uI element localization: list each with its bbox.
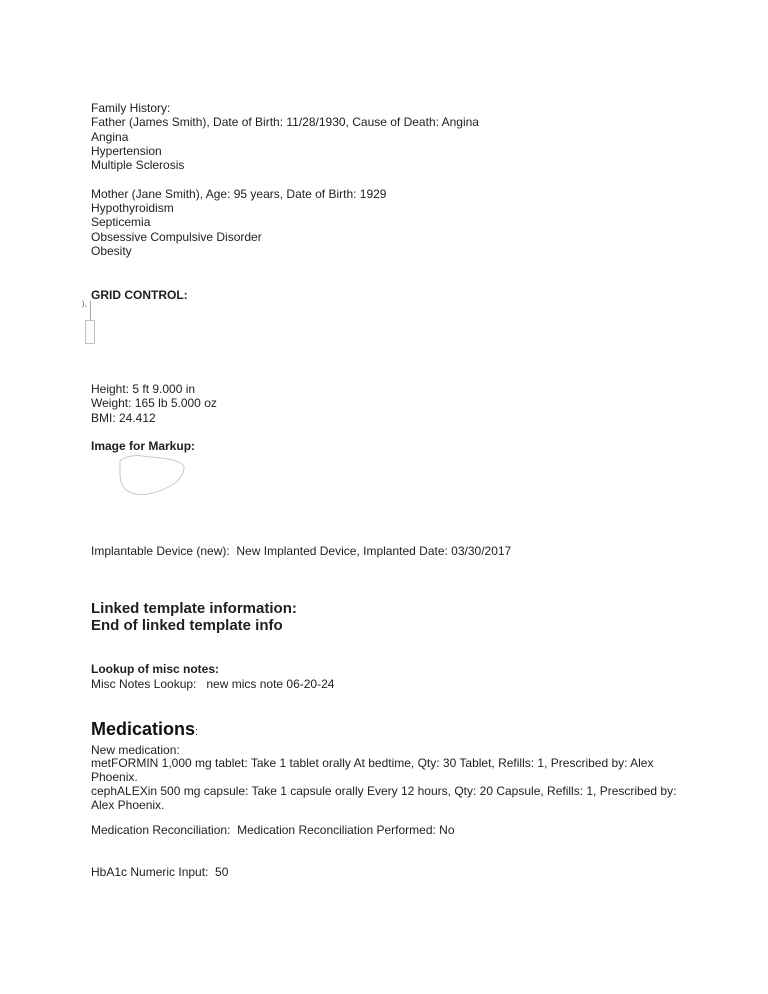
father-summary: Father (James Smith), Date of Birth: 11/28/1930, Cause of Death: Angina (91, 115, 479, 130)
linked-template-section (91, 600, 297, 635)
medications-heading (91, 719, 691, 743)
height-value: Height: 5 ft 9.000 in (91, 382, 196, 396)
medication-item: metFORMIN 1,000 mg tablet: Take 1 tablet orally At bedtime, Qty: 30 Tablet, Refills: 1, Prescribed by: Alex Phoenix. (91, 756, 657, 785)
medications-heading-text: Medications (91, 719, 196, 739)
new-medication-label: New medication: (91, 743, 180, 757)
misc-notes-heading: Lookup of misc notes: (91, 662, 220, 676)
father-condition: Hypertension (91, 143, 162, 158)
mother-condition: Hypothyroidism (91, 201, 174, 216)
family-history-section (91, 101, 479, 258)
mother-condition: Septicemia (91, 215, 151, 230)
linked-template-title: Linked template information: (91, 600, 297, 617)
grid-control-artifact-box (85, 320, 95, 344)
family-history-title: Family History: (91, 101, 171, 115)
bmi-value: BMI: 24.412 (91, 410, 156, 425)
mother-condition: Obsessive Compulsive Disorder (91, 229, 262, 244)
father-condition: Angina (91, 129, 129, 144)
misc-notes-value: Misc Notes Lookup: new mics note 06-20-24 (91, 676, 335, 691)
grid-control-heading: GRID CONTROL: (91, 288, 188, 302)
grid-control-artifact-text: ), (82, 301, 87, 308)
medication-item: cephALEXin 500 mg capsule: Take 1 capsule orally Every 12 hours, Qty: 20 Capsule, Refills: 1, Prescribed by: Alex Phoenix. (91, 784, 680, 813)
medication-reconciliation-line: Medication Reconciliation: Medication Reconciliation Performed: No (91, 823, 455, 837)
misc-notes-section (91, 662, 334, 692)
hba1c-line: HbA1c Numeric Input: 50 (91, 865, 229, 879)
medications-section (91, 719, 691, 813)
father-condition: Multiple Sclerosis (91, 158, 185, 173)
vitals-section (91, 382, 217, 425)
mother-condition: Obesity (91, 243, 132, 258)
image-markup-heading: Image for Markup: (91, 439, 196, 453)
medications-heading-colon: : (195, 726, 199, 738)
grid-control-artifact-line (90, 301, 91, 320)
weight-value: Weight: 165 lb 5.000 oz (91, 396, 217, 411)
mother-summary: Mother (Jane Smith), Age: 95 years, Date of Birth: 1929 (91, 186, 387, 201)
implantable-device-line: Implantable Device (new): New Implanted Device, Implanted Date: 03/30/2017 (91, 544, 512, 558)
markup-sketch-icon (110, 452, 195, 502)
linked-template-end: End of linked template info (91, 617, 283, 635)
